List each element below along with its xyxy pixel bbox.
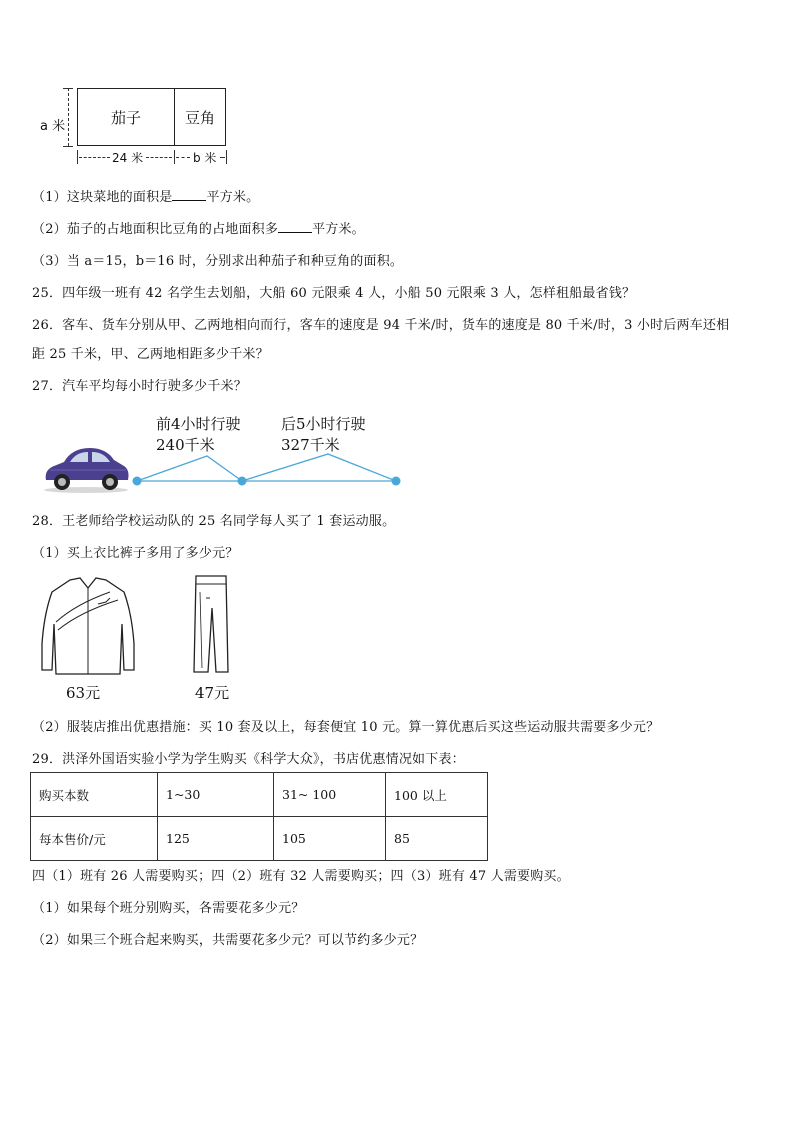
- route-point-start: [133, 477, 142, 486]
- length-label: 24 米: [112, 151, 144, 165]
- dim-tick-left: [77, 150, 78, 164]
- jacket-price: 63元: [66, 684, 101, 702]
- tick-top: [63, 88, 73, 89]
- bean-label: 豆角: [184, 108, 215, 127]
- table-cell: 85: [386, 817, 488, 861]
- q27-text: 27．汽车平均每小时行驶多少千米？: [32, 379, 247, 394]
- price-table: [30, 772, 488, 861]
- q25-text: 25．四年级一班有 42 名学生去划船，大船 60 元限乘 4 人，小船 50 元限乘 3 人，怎样租船最省钱？: [32, 286, 636, 301]
- q28-text: 28．王老师给学校运动队的 25 名同学每人买了 1 套运动服。: [32, 514, 396, 529]
- side-length-label: a 米: [40, 119, 66, 134]
- dim-dash-2: [146, 157, 172, 158]
- table-cell: 31~ 100: [274, 773, 386, 817]
- car-icon: [40, 440, 132, 494]
- eggplant-label: 茄子: [110, 108, 141, 127]
- q29-part1: （1）如果每个班分别购买，各需要花多少元？: [32, 901, 305, 916]
- pants-price: 47元: [195, 684, 230, 702]
- dim-dash-1: [79, 157, 110, 158]
- answer-blank[interactable]: [172, 188, 206, 201]
- q29-part2: （2）如果三个班合起来购买，共需要花多少元？可以节约多少元？: [32, 933, 424, 948]
- eggplant-plot: [77, 88, 175, 146]
- jacket-icon: [40, 574, 136, 678]
- table-row: [31, 817, 488, 861]
- table-cell: 125: [158, 817, 274, 861]
- q24-part1: （1）这块菜地的面积是 平方米。: [32, 190, 260, 205]
- table-row: [31, 773, 488, 817]
- route-point-end: [392, 477, 401, 486]
- q24-part3: （3）当 a＝15，b＝16 时，分别求出种茄子和种豆角的面积。: [32, 254, 404, 269]
- route-point-mid: [238, 477, 247, 486]
- q26-text-line1: 26．客车、货车分别从甲、乙两地相向而行，客车的速度是 94 千米/时，货车的速度是 80 千米/时，3 小时后两车还相: [32, 318, 730, 333]
- bean-plot: [174, 88, 226, 146]
- dim-tick-right: [226, 150, 227, 164]
- dim-dash-4: [220, 157, 225, 158]
- segment2-label: 后5小时行驶 327千米: [281, 415, 366, 454]
- q26-text-line2: 距 25 千米，甲、乙两地相距多少千米？: [32, 347, 269, 362]
- dim-tick-mid: [174, 150, 175, 164]
- answer-blank[interactable]: [278, 220, 312, 233]
- q24-part2: （2）茄子的占地面积比豆角的占地面积多 平方米。: [32, 222, 365, 237]
- table-cell: 每本售价/元: [31, 817, 158, 861]
- b-length-label: b 米: [193, 151, 217, 165]
- q28-part1: （1）买上衣比裤子多用了多少元？: [32, 546, 239, 561]
- pants-icon: [190, 572, 232, 678]
- dim-dash-3: [176, 157, 190, 158]
- segment1-label: 前4小时行驶 240千米: [156, 415, 241, 454]
- side-dimension-line: [68, 88, 69, 146]
- table-cell: 105: [274, 817, 386, 861]
- q29-class-info: 四（1）班有 26 人需要购买；四（2）班有 32 人需要购买；四（3）班有 47 人需要购买。: [32, 869, 570, 884]
- q28-part2: （2）服装店推出优惠措施：买 10 套及以上，每套便宜 10 元。算一算优惠后买这些运动服共需要多少元？: [32, 720, 660, 735]
- table-cell: 100 以上: [386, 773, 488, 817]
- tick-bottom: [63, 146, 73, 147]
- q29-text: 29．洪泽外国语实验小学为学生购买《科学大众》，书店优惠情况如下表：: [32, 752, 465, 767]
- table-cell: 购买本数: [31, 773, 158, 817]
- table-cell: 1~30: [158, 773, 274, 817]
